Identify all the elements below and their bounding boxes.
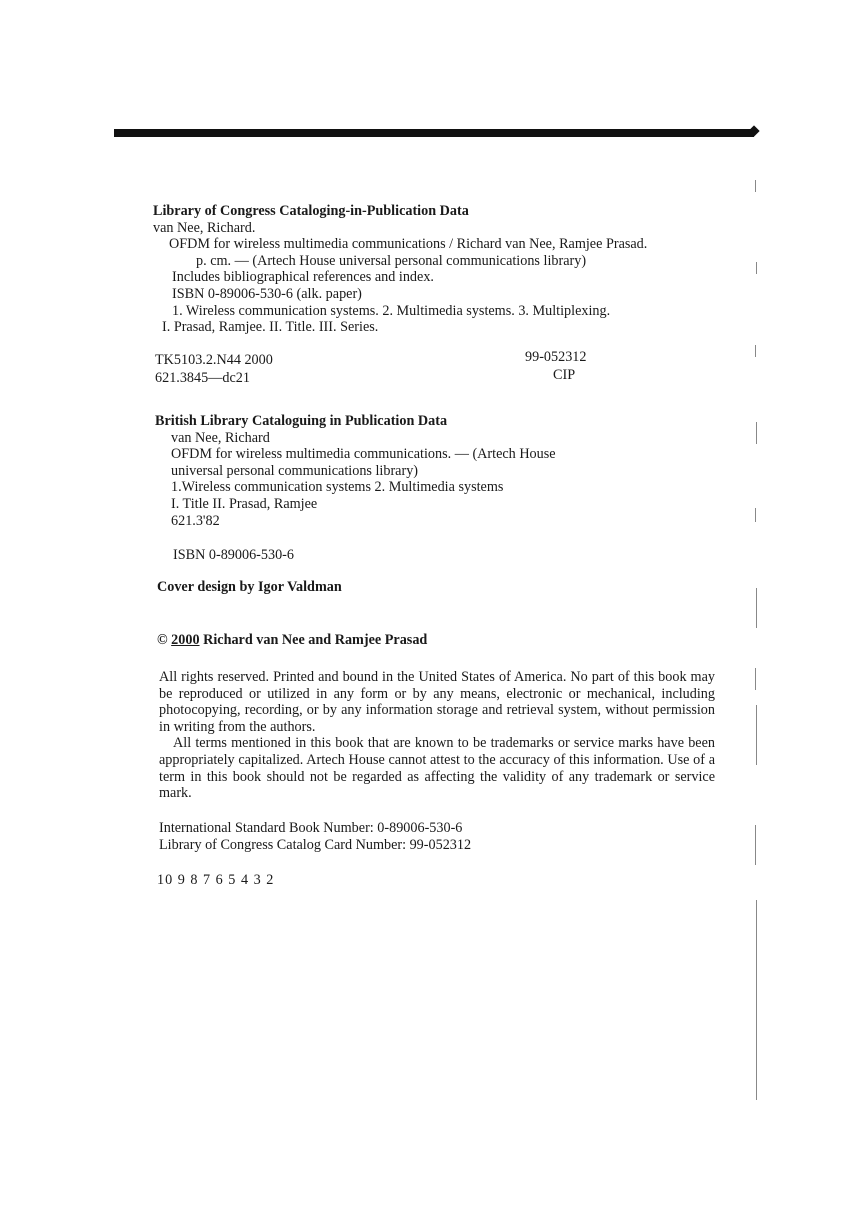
cover-credit: Cover design by Igor Valdman xyxy=(157,579,342,595)
lc-call-number: TK5103.2.N44 2000 xyxy=(155,352,273,368)
bl-heading: British Library Cataloguing in Publication Data xyxy=(155,413,448,429)
lc-card-number: 99-052312 xyxy=(525,349,587,365)
isbn-line: International Standard Book Number: 0-89006-530-6 xyxy=(159,820,463,836)
copyright-holders: Richard van Nee and Ramjee Prasad xyxy=(203,632,428,648)
lc-isbn: ISBN 0-89006-530-6 (alk. paper) xyxy=(172,285,362,302)
lccn-line: Library of Congress Catalog Card Number: 99-052312 xyxy=(159,837,472,853)
bl-added-entries: I. Title II. Prasad, Ramjee xyxy=(171,495,318,512)
lc-title: OFDM for wireless multimedia communications / Richard van Nee, Ramjee Prasad. xyxy=(169,236,648,253)
bl-author: van Nee, Richard xyxy=(171,429,270,446)
bl-cip-block xyxy=(155,413,556,529)
bl-class-number: 621.3'82 xyxy=(171,512,220,529)
bl-isbn: ISBN 0-89006-530-6 xyxy=(173,547,294,563)
copyright-symbol: © xyxy=(157,632,168,648)
margin-scan-marks xyxy=(750,160,770,1120)
bl-subjects: 1.Wireless communication systems 2. Multimedia systems xyxy=(171,479,504,496)
copyright-year: 2000 xyxy=(171,632,200,648)
lc-added-entries: I. Prasad, Ramjee. II. Title. III. Series. xyxy=(162,319,379,336)
copyright-line xyxy=(157,632,427,649)
trademark-paragraph: All terms mentioned in this book that are known to be trademarks or service marks have been appropriately capitalized. Artech House cannot attest to the accuracy of this information. Use of a term in this book should not be regarded as affecting the validity of any trademark or service mark. xyxy=(159,735,715,802)
bl-series: universal personal communications library) xyxy=(171,462,419,479)
rights-paragraph: All rights reserved. Printed and bound in the United States of America. No part of this book may be reproduced or utilized in any form or by any means, electronic or mechanical, including photocopying, recording, or by any information storage and retrieval system, without permission in writing from the authors. xyxy=(159,669,715,735)
lc-cip-label: CIP xyxy=(553,367,576,383)
lc-subjects: 1. Wireless communication systems. 2. Multimedia systems. 3. Multiplexing. xyxy=(172,302,611,319)
lc-author: van Nee, Richard. xyxy=(153,219,256,236)
lc-cip-block xyxy=(153,203,647,336)
lc-heading: Library of Congress Cataloging-in-Publication Data xyxy=(153,203,469,219)
top-rule xyxy=(114,129,754,137)
bl-title: OFDM for wireless multimedia communications. — (Artech House xyxy=(171,446,556,463)
rights-notice xyxy=(159,669,715,802)
lc-series: p. cm. — (Artech House universal personal communications library) xyxy=(196,252,587,269)
lc-notes: Includes bibliographical references and index. xyxy=(172,269,434,286)
printing-line: 10 9 8 7 6 5 4 3 2 xyxy=(157,872,275,888)
lc-dewey: 621.3845—dc21 xyxy=(155,370,250,386)
